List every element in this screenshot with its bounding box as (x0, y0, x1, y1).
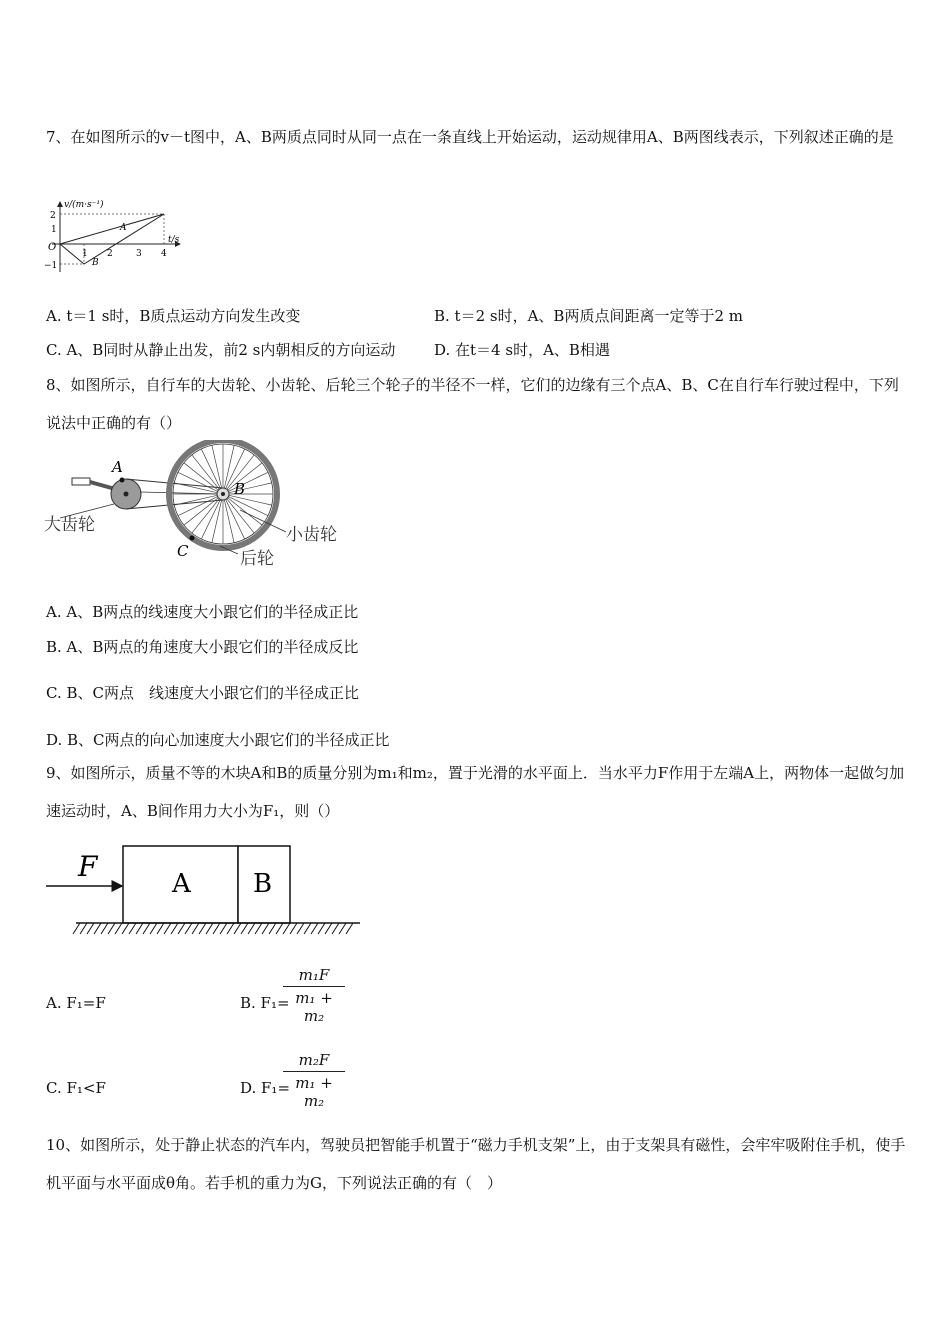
q8-option-c: C. B、C两点 线速度大小跟它们的半径成正比 (46, 684, 359, 702)
q9-stem: 9、如图所示，质量不等的木块A和B的质量分别为m₁和m₂，置于光滑的水平面上．当水平力F作用于左端A上，两物体一起做匀加速运动时，A、B间作用力大小为F₁，则（） (46, 764, 905, 820)
q9-option-d-fraction (283, 1051, 345, 1110)
q7-origin: O (48, 242, 57, 253)
q9-block-b-label: B (253, 869, 273, 899)
q7-ytick-2: 2 (50, 211, 56, 221)
q7-xlabel: t/s (168, 235, 180, 245)
q9-option-b-fraction (283, 966, 345, 1025)
q8-option-a: A. A、B两点的线速度大小跟它们的半径成正比 (46, 603, 359, 621)
q8-label-a: A (112, 458, 123, 476)
q7-option-b: B. t＝2 s时，A、B两质点间距离一定等于2 m (434, 307, 743, 325)
q7-xtick-2: 2 (107, 249, 113, 259)
q7-xtick-3: 3 (136, 249, 142, 259)
q7-option-d: D. 在t＝4 s时，A、B相遇 (434, 341, 610, 359)
q7-ytick-neg1: −1 (44, 261, 58, 271)
q8-bicycle-figure (40, 440, 360, 572)
q9-option-a: A. F₁=F (46, 994, 106, 1012)
q7-xtick-1: 1 (82, 249, 88, 259)
q7-vt-graph (44, 198, 194, 274)
q9-blocks-figure (40, 838, 370, 942)
q7-label-b: B (92, 258, 99, 268)
q7-ytick-1: 1 (51, 225, 57, 235)
q7-stem: 7、在如图所示的v－t图中，A、B两质点同时从同一点在一条直线上开始运动，运动规律用A、B两图线表示，下列叙述正确的是 (46, 128, 894, 146)
q8-option-d: D. B、C两点的向心加速度大小跟它们的半径成正比 (46, 731, 390, 749)
q8-label-small-gear: 小齿轮 (286, 525, 337, 545)
q9-force-label: F (78, 850, 98, 883)
q7-option-a: A. t＝1 s时，B质点运动方向发生改变 (46, 307, 301, 325)
q8-point-c (190, 536, 195, 541)
q9-option-d-numerator: m₂F (298, 1051, 330, 1069)
q9-option-d-prefix: D. F₁= (240, 1079, 291, 1097)
q9-option-b-prefix: B. F₁= (240, 994, 290, 1012)
q7-line-a (60, 214, 164, 244)
q9-ground-hatch (73, 923, 353, 934)
q8-point-a (120, 478, 125, 483)
q9-option-b-numerator: m₁F (298, 966, 330, 984)
q10-stem: 10、如图所示，处于静止状态的汽车内，驾驶员把智能手机置于“磁力手机支架”上，由于支架具有磁性，会牢牢吸附住手机，使手机平面与水平面成θ角。若手机的重力为G，下列说法正确的有（ ） (46, 1136, 906, 1192)
q7-xtick-4: 4 (161, 249, 167, 259)
q7-label-a: A (120, 223, 127, 233)
q7-ylabel: v/(m·s⁻¹) (64, 200, 104, 210)
q9-block-a-label: A (172, 869, 191, 899)
q8-label-rear-wheel: 后轮 (240, 549, 274, 569)
q8-label-c: C (177, 542, 189, 560)
q9-option-d-denominator: m₁ + m₂ (295, 1074, 333, 1110)
q8-stem: 8、如图所示，自行车的大齿轮、小齿轮、后轮三个轮子的半径不一样，它们的边缘有三个点A、B、C在自行车行驶过程中，下列说法中正确的有（） (46, 376, 899, 432)
q9-option-c: C. F₁<F (46, 1079, 106, 1097)
q8-option-b: B. A、B两点的角速度大小跟它们的半径成反比 (46, 638, 359, 656)
q8-label-b: B (234, 480, 246, 498)
q7-option-c: C. A、B同时从静止出发，前2 s内朝相反的方向运动 (46, 341, 396, 359)
q8-label-big-gear: 大齿轮 (44, 515, 95, 535)
q9-option-b-denominator: m₁ + m₂ (295, 989, 333, 1025)
